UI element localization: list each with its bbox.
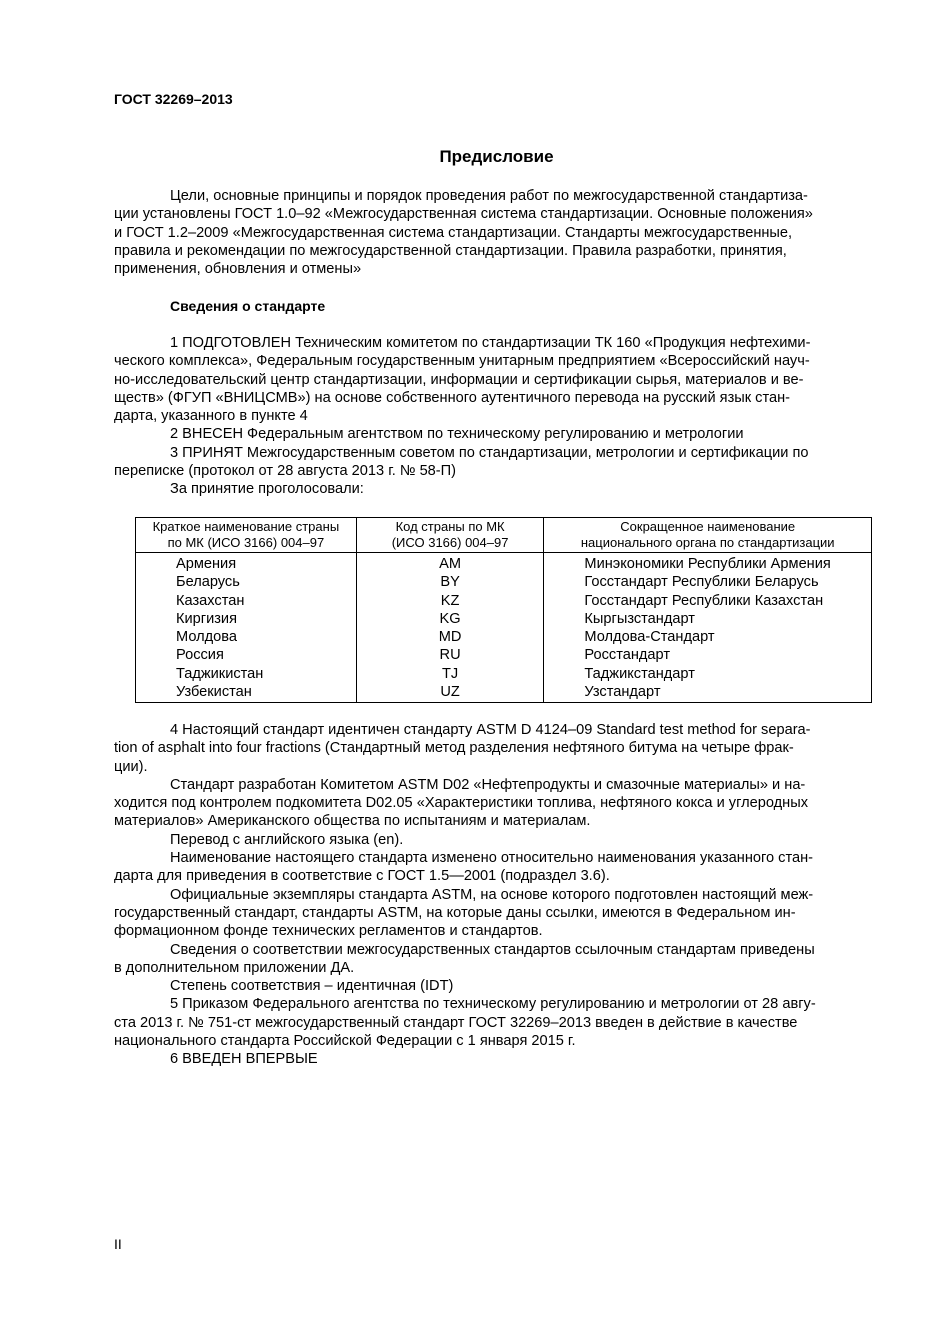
standard-info [114,334,882,499]
country-cell: Таджикистан [136,665,357,683]
vote-intro: За принятие проголосовали: [170,481,364,498]
official-copies-line: формационном фонде технических регламентов и стандартов. [114,923,543,940]
body-cell: Госстандарт Республики Беларусь [544,573,872,591]
page-title: Предисловие [439,147,554,166]
document-header: ГОСТ 32269–2013 [114,91,233,107]
astm-line: Стандарт разработан Комитетом ASTM D02 «Нефтепродукты и смазочные материалы» и на- [170,776,806,793]
country-cell: Казахстан [136,592,357,610]
item-6: 6 ВВЕДЕН ВПЕРВЫЕ [170,1051,318,1068]
item-1-line: дарта, указанного в пункте 4 [114,408,308,425]
body-cell: Госстандарт Республики Казахстан [544,592,872,610]
table-row [136,683,872,703]
degree-of-conformity: Степень соответствия – идентичная (IDT) [170,978,454,995]
code-cell: UZ [356,683,544,703]
intro-line: и ГОСТ 1.2–2009 «Межгосударственная система стандартизации. Стандарты межгосударственные, [114,224,793,241]
country-cell: Молдова [136,628,357,646]
table-row [136,592,872,610]
intro-paragraph [114,187,882,278]
intro-line: правила и рекомендации по межгосударственной стандартизации. Правила разработки, принятия, [114,242,787,259]
official-copies-line: Официальные экземпляры стандарта ASTM, на основе которого подготовлен настоящий меж- [170,886,814,903]
standard-details [114,721,882,1069]
code-cell: TJ [356,665,544,683]
table-header-row [136,518,872,553]
country-cell: Россия [136,646,357,664]
code-cell: KZ [356,592,544,610]
intro-line: Цели, основные принципы и порядок проведения работ по межгосударственной стандартиза- [170,188,808,204]
item-3-line: переписке (протокол от 28 августа 2013 г. № 58-П) [114,463,457,480]
code-cell: RU [356,646,544,664]
intro-line: применения, обновления и отмены» [114,261,362,278]
body-cell: Таджикстандарт [544,665,872,683]
column-header-country: Краткое наименование страны по МК (ИСО 3166) 004–97 [136,518,357,553]
item-4-line: 4 Настоящий стандарт идентичен стандарту ASTM D 4124–09 Standard test method for separa- [170,722,811,738]
item-1-line: ществ» (ФГУП «ВНИЦСМВ») на основе собственного аутентичного перевода на русский язык стан- [114,389,791,406]
name-change-line: Наименование настоящего стандарта изменено относительно наименования указанного стан- [170,850,814,867]
body-cell: Кыргызстандарт [544,610,872,628]
page-number: II [114,1236,122,1252]
item-4-line: tion of asphalt into four fractions (Стандартный метод разделения нефтяного битума на четыре фрак- [114,740,794,757]
table-row [136,573,872,591]
table-row [136,628,872,646]
table-row [136,553,872,574]
table-row [136,665,872,683]
astm-line: материалов» Американского общества по испытаниям и материалам. [114,813,591,830]
column-header-body: Сокращенное наименование национального органа по стандартизации [544,518,872,553]
intro-line: ции установлены ГОСТ 1.0–92 «Межгосударственная система стандартизации. Основные положения» [114,206,813,223]
item-5-line: ста 2013 г. № 751-ст межгосударственный стандарт ГОСТ 32269–2013 введен в действие в качестве [114,1014,798,1031]
section-subheading: Сведения о стандарте [170,298,326,314]
code-cell: MD [356,628,544,646]
body-cell: Росстандарт [544,646,872,664]
country-cell: Армения [136,553,357,574]
translation-note: Перевод с английского языка (en). [170,831,404,848]
name-change-line: дарта для приведения в соответствие с ГОСТ 1.5—2001 (подраздел 3.6). [114,868,610,885]
official-copies-line: государственный стандарт, стандарты ASTM, на которые даны ссылки, имеются в Федеральном ин- [114,904,796,921]
item-1-line: но-исследовательский центр стандартизации, информации и сертификации сырья, материалов и ве- [114,371,804,388]
item-3-line: 3 ПРИНЯТ Межгосударственным советом по стандартизации, метрологии и сертификации по [170,444,809,461]
item-1-line: ческого комплекса», Федеральным государственным унитарным предприятием «Всероссийский науч- [114,353,810,370]
code-cell: KG [356,610,544,628]
item-4-line: ции). [114,758,148,775]
astm-line: ходится под контролем подкомитета D02.05 «Характеристики топлива, нефтяного кокса и углеродных [114,795,808,812]
item-2: 2 ВНЕСЕН Федеральным агентством по техническому регулированию и метрологии [170,426,744,443]
conformity-line: в дополнительном приложении ДА. [114,959,355,976]
body-cell: Молдова-Стандарт [544,628,872,646]
code-cell: AM [356,553,544,574]
table-row [136,646,872,664]
item-1-line: 1 ПОДГОТОВЛЕН Техническим комитетом по стандартизации ТК 160 «Продукция нефтехими- [170,335,811,351]
country-cell: Киргизия [136,610,357,628]
item-5-line: 5 Приказом Федерального агентства по техническому регулированию и метрологии от 28 авгу- [170,996,816,1013]
table-row [136,610,872,628]
conformity-line: Сведения о соответствии межгосударственных стандартов ссылочным стандартам приведены [170,941,815,958]
country-cell: Узбекистан [136,683,357,703]
column-header-code: Код страны по МК (ИСО 3166) 004–97 [356,518,544,553]
body-cell: Минэкономики Республики Армения [544,553,872,574]
body-cell: Узстандарт [544,683,872,703]
item-5-line: национального стандарта Российской Федерации с 1 января 2015 г. [114,1033,576,1050]
country-cell: Беларусь [136,573,357,591]
voting-table [135,517,872,703]
code-cell: BY [356,573,544,591]
